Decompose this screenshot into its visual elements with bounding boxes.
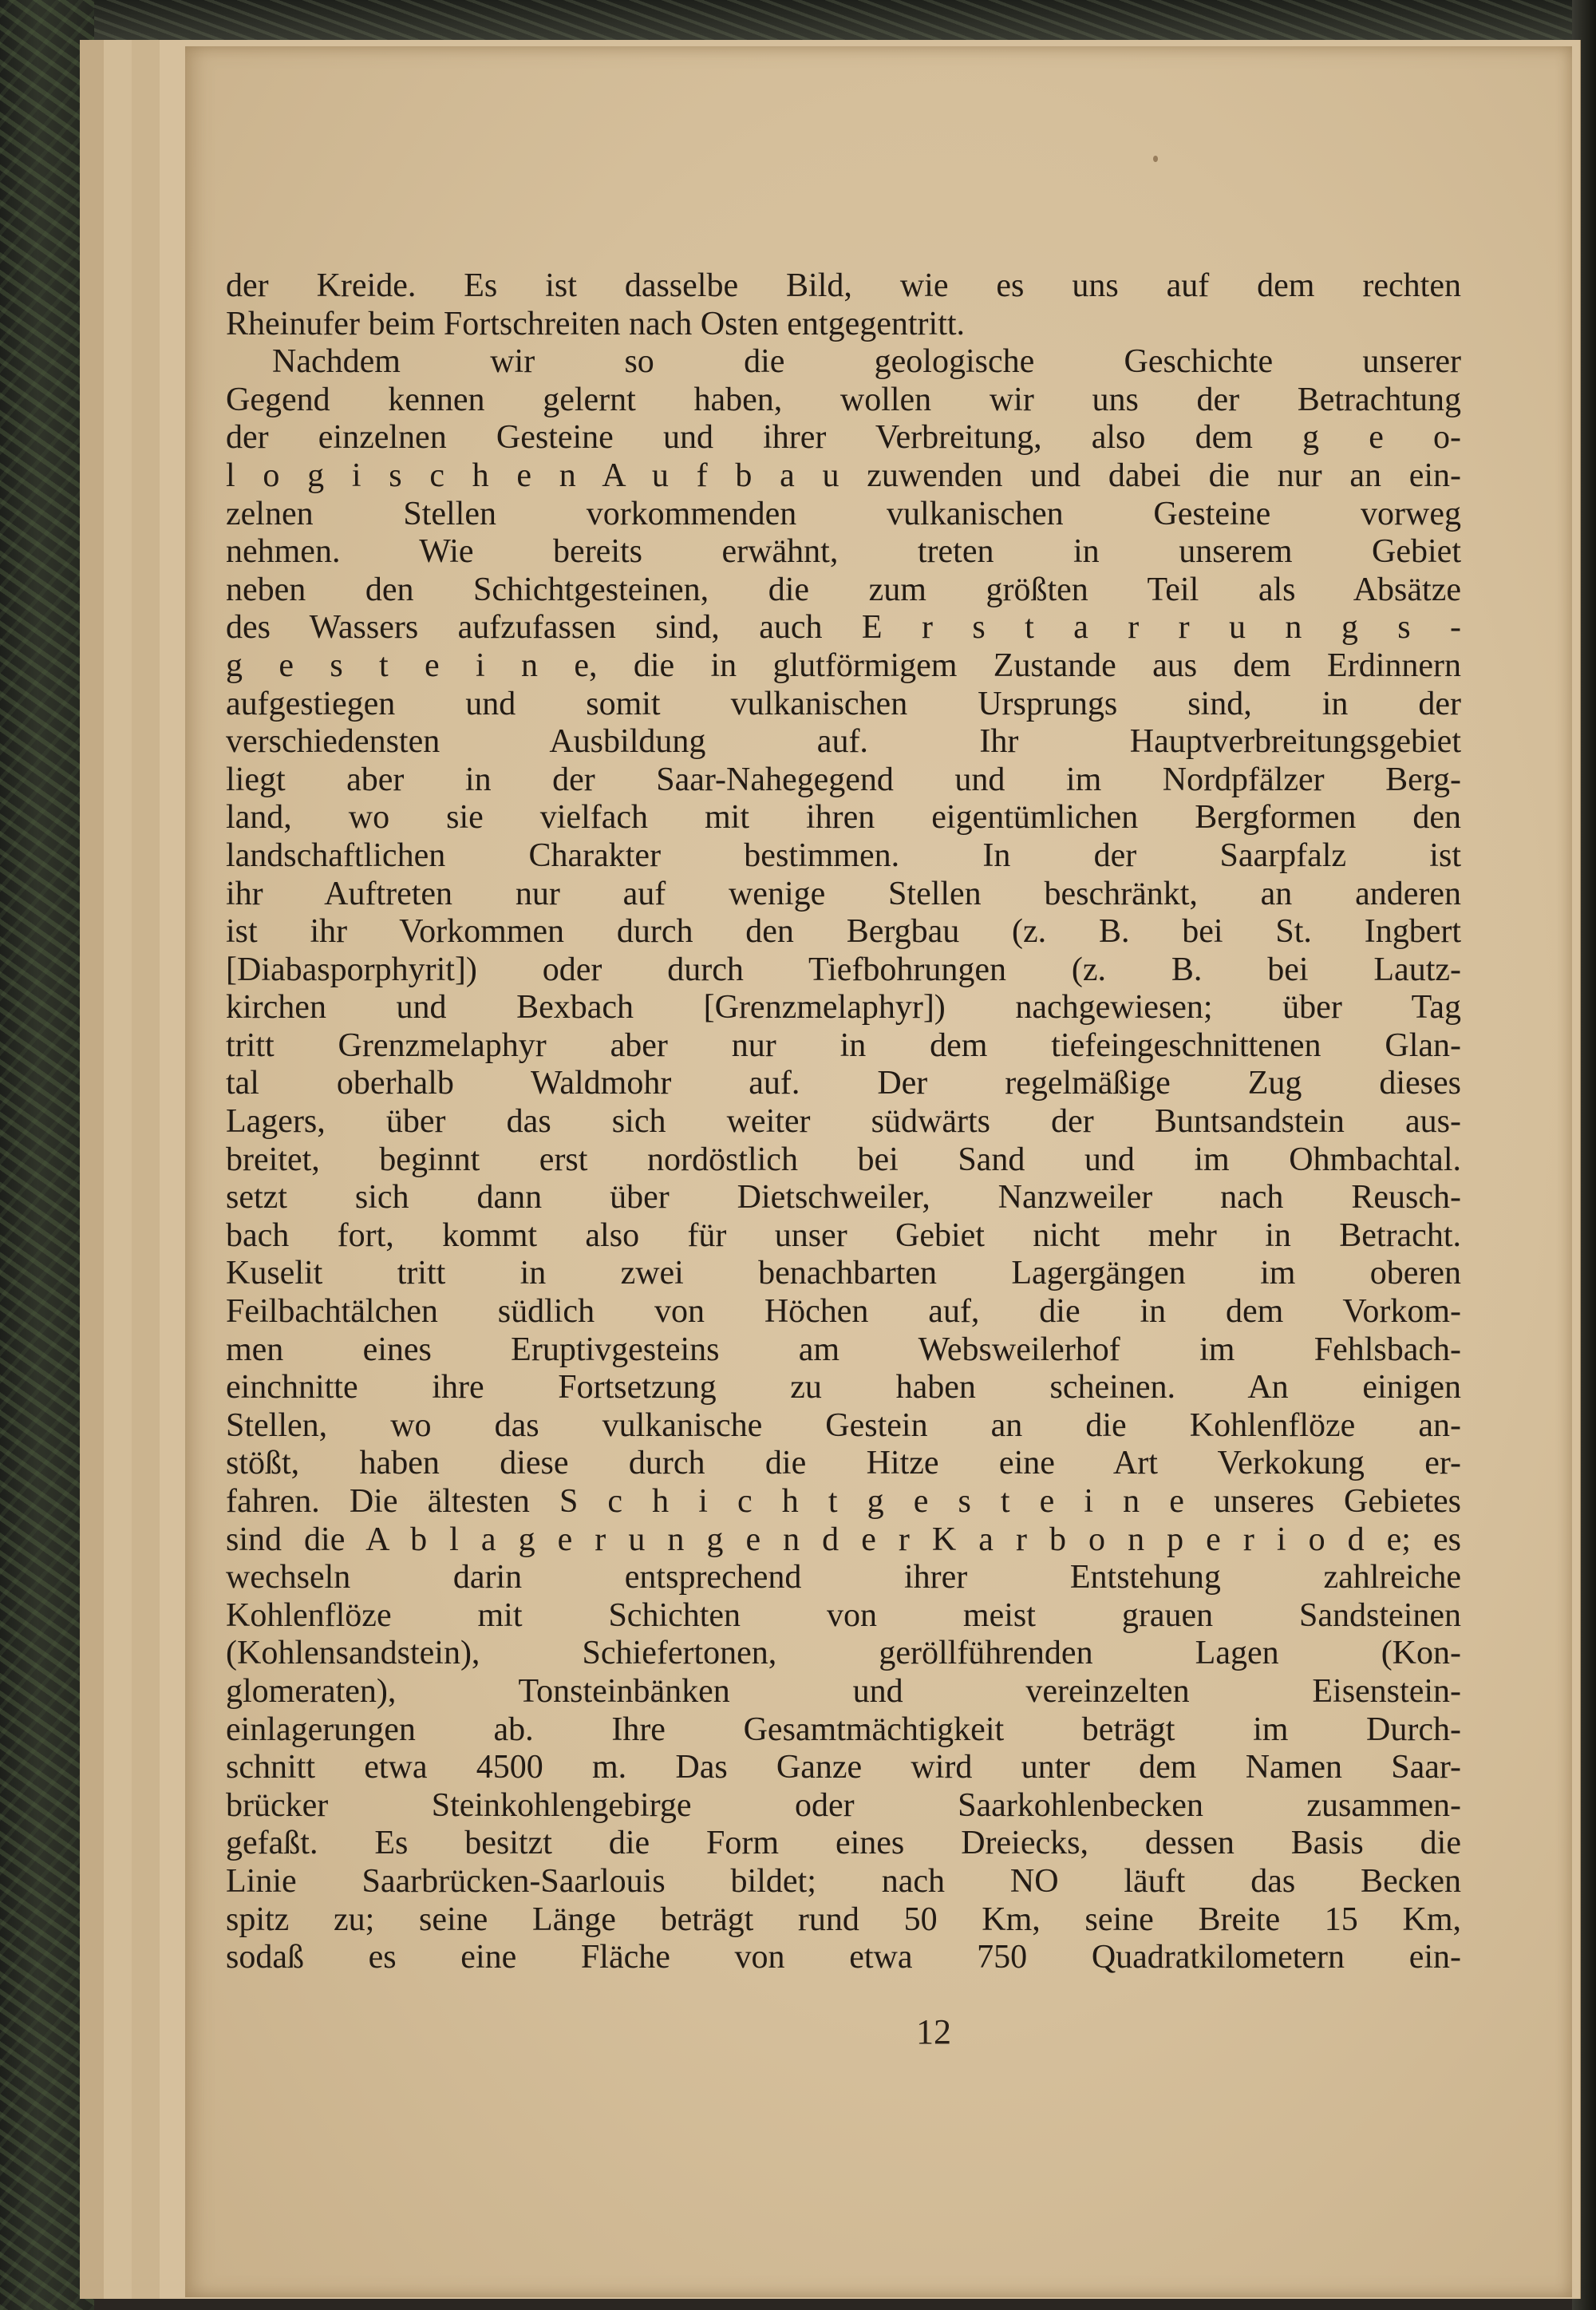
text-line: land, wo sie vielfach mit ihren eigentümlichen Bergformen den (226, 799, 1461, 837)
text-line: Nachdem wir so die geologische Geschichte unserer (272, 343, 1461, 381)
text-line: ihr Auftreten nur auf wenige Stellen beschränkt, an anderen (226, 875, 1461, 912)
text-line: breitet, beginnt erst nordöstlich bei Sand und im Ohmbachtal. (226, 1141, 1461, 1178)
text-line: tal oberhalb Waldmohr auf. Der regelmäßige Zug dieses (226, 1065, 1461, 1102)
text-line: gefaßt. Es besitzt die Form eines Dreiecks, dessen Basis die (226, 1825, 1461, 1862)
text-line: kirchen und Bexbach [Grenzmelaphyr]) nachgewiesen; über Tag (226, 989, 1461, 1026)
text-line: einlagerungen ab. Ihre Gesamtmächtigkeit beträgt im Durch- (226, 1711, 1461, 1748)
text-line: nehmen. Wie bereits erwähnt, treten in unserem Gebiet (226, 533, 1461, 571)
text-line: sodaß es eine Fläche von etwa 750 Quadratkilometern ein- (226, 1939, 1461, 1976)
body-text (226, 267, 1461, 1977)
text-line: Kuselit tritt in zwei benachbarten Lagergängen im oberen (226, 1255, 1461, 1292)
text-line: tritt Grenzmelaphyr aber nur in dem tiefeingeschnittenen Glan- (226, 1026, 1461, 1064)
text-line: fahren. Die ältesten S c h i c h t g e s t e i n e unseres Gebietes (226, 1483, 1461, 1520)
text-line: g e s t e i n e, die in glutförmigem Zustande aus dem Erdinnern (226, 647, 1461, 684)
text-line: stößt, haben diese durch die Hitze eine Art Verkokung er- (226, 1445, 1461, 1482)
text-line: einchnitte ihre Fortsetzung zu haben scheinen. An einigen (226, 1369, 1461, 1406)
text-line: men eines Eruptivgesteins am Websweilerhof im Fehlsbach- (226, 1331, 1461, 1368)
text-line: Lagers, über das sich weiter südwärts der Buntsandstein aus- (226, 1103, 1461, 1141)
text-line: der einzelnen Gesteine und ihrer Verbreitung, also dem g e o- (226, 419, 1461, 457)
text-line: liegt aber in der Saar-Nahegegend und im Nordpfälzer Berg- (226, 761, 1461, 798)
text-line: sind die A b l a g e r u n g e n d e r K a r b o n p e r i o d e; es (226, 1521, 1461, 1558)
text-line: l o g i s c h e n A u f b a u zuwenden und dabei die nur an ein- (226, 457, 1461, 494)
page-number: 12 (916, 2012, 951, 2051)
paper-spot (1153, 156, 1158, 162)
text-line: glomeraten), Tonsteinbänken und vereinzelten Eisenstein- (226, 1672, 1461, 1710)
text-line: Kohlenflöze mit Schichten von meist grauen Sandsteinen (226, 1596, 1461, 1634)
text-line: setzt sich dann über Dietschweiler, Nanzweiler nach Reusch- (226, 1179, 1461, 1216)
text-line: verschiedensten Ausbildung auf. Ihr Hauptverbreitungsgebiet (226, 723, 1461, 761)
text-line: Rheinufer beim Fortschreiten nach Osten entgegentritt. (226, 305, 966, 342)
text-line: [Diabasporphyrit]) oder durch Tiefbohrungen (z. B. bei Lautz- (226, 951, 1461, 988)
text-line: landschaftlichen Charakter bestimmen. In der Saarpfalz ist (226, 837, 1461, 874)
text-line: wechseln darin entsprechend ihrer Entstehung zahlreiche (226, 1559, 1461, 1596)
text-line: Stellen, wo das vulkanische Gestein an die Kohlenflöze an- (226, 1406, 1461, 1444)
text-line: ist ihr Vorkommen durch den Bergbau (z. B. bei St. Ingbert (226, 913, 1461, 951)
text-line: (Kohlensandstein), Schiefertonen, geröllführenden Lagen (Kon- (226, 1635, 1461, 1672)
book-cover-top (0, 0, 1596, 45)
text-line: brücker Steinkohlengebirge oder Saarkohlenbecken zusammen- (226, 1786, 1461, 1824)
text-line: Gegend kennen gelernt haben, wollen wir uns der Betrachtung (226, 381, 1461, 418)
text-line: aufgestiegen und somit vulkanischen Ursprungs sind, in der (226, 685, 1461, 722)
text-line: bach fort, kommt also für unser Gebiet nicht mehr in Betracht. (226, 1216, 1461, 1254)
text-line: neben den Schichtgesteinen, die zum größten Teil als Absätze (226, 571, 1461, 608)
text-line: schnitt etwa 4500 m. Das Ganze wird unter dem Namen Saar- (226, 1749, 1461, 1786)
text-line: spitz zu; seine Länge beträgt rund 50 Km, seine Breite 15 Km, (226, 1901, 1461, 1938)
text-line: zelnen Stellen vorkommenden vulkanischen Gesteine vorweg (226, 495, 1461, 532)
text-line: Linie Saarbrücken-Saarlouis bildet; nach NO läuft das Becken (226, 1862, 1461, 1900)
text-line: der Kreide. Es ist dasselbe Bild, wie es uns auf dem rechten (226, 267, 1461, 304)
text-line: Feilbachtälchen südlich von Höchen auf, die in dem Vorkom- (226, 1293, 1461, 1331)
text-line: des Wassers aufzufassen sind, auch E r s t a r r u n g s - (226, 609, 1461, 647)
